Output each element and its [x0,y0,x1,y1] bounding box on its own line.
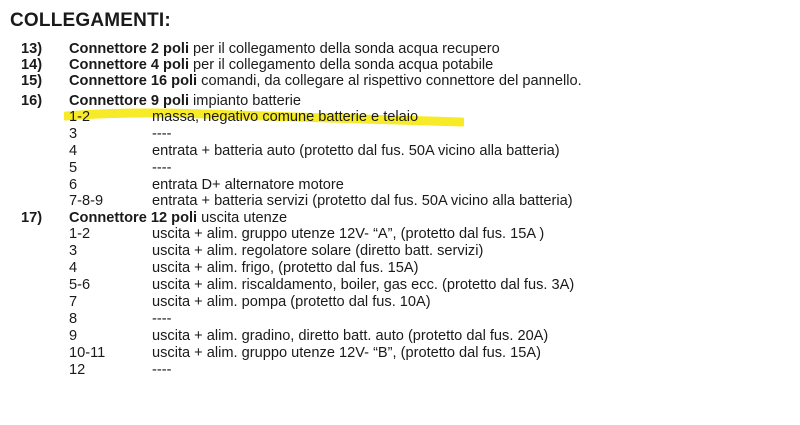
pin-description: uscita + alim. gruppo utenze 12V- “A”, (protetto dal fus. 15A ) [152,226,545,242]
pin-number: 8 [69,311,78,327]
section-heading: Connettore 2 poli per il collegamento della sonda acqua recupero [69,41,500,57]
pin-description: entrata + batteria servizi (protetto dal fus. 50A vicino alla batteria) [152,193,573,209]
pin-number: 1-2 [69,226,91,242]
pin-number: 7-8-9 [69,193,104,209]
section-heading: Connettore 12 poli uscita utenze [69,210,288,226]
pin-number: 4 [69,143,78,159]
pin-number: 7 [69,294,78,310]
pin-number: 5 [69,160,78,176]
section-number: 13) [21,41,43,57]
page-title: COLLEGAMENTI: [10,10,171,31]
section-number: 14) [21,57,43,73]
pin-number: 4 [69,260,78,276]
pin-description: uscita + alim. frigo, (protetto dal fus. 15A) [152,260,419,276]
pin-number: 9 [69,328,78,344]
pin-number: 6 [69,177,78,193]
pin-description: ---- [152,126,172,142]
pin-number: 1-2 [69,109,91,125]
pin-number: 5-6 [69,277,91,293]
pin-number: 10-11 [69,345,106,361]
pin-description: entrata + batteria auto (protetto dal fus. 50A vicino alla batteria) [152,143,560,159]
section-heading: Connettore 9 poli impianto batterie [69,93,301,109]
section-number: 17) [21,210,43,226]
pin-description: uscita + alim. pompa (protetto dal fus. 10A) [152,294,431,310]
section-number: 16) [21,93,43,109]
pin-description: uscita + alim. regolatore solare (diretto batt. servizi) [152,243,484,259]
pin-description: massa, negativo comune batterie e telaio [152,109,419,125]
pin-description: ---- [152,160,172,176]
pin-description: uscita + alim. gruppo utenze 12V- “B”, (protetto dal fus. 15A) [152,345,541,361]
section-number: 15) [21,73,43,89]
pin-number: 3 [69,243,78,259]
pin-description: entrata D+ alternatore motore [152,177,344,193]
pin-description: ---- [152,362,172,378]
pin-description: uscita + alim. gradino, diretto batt. auto (protetto dal fus. 20A) [152,328,549,344]
pin-description: ---- [152,311,172,327]
section-heading: Connettore 16 poli comandi, da collegare al rispettivo connettore del pannello. [69,73,582,89]
pin-description: uscita + alim. riscaldamento, boiler, gas ecc. (protetto dal fus. 3A) [152,277,575,293]
section-heading: Connettore 4 poli per il collegamento della sonda acqua potabile [69,57,494,73]
pin-number: 12 [69,362,86,378]
pin-number: 3 [69,126,78,142]
